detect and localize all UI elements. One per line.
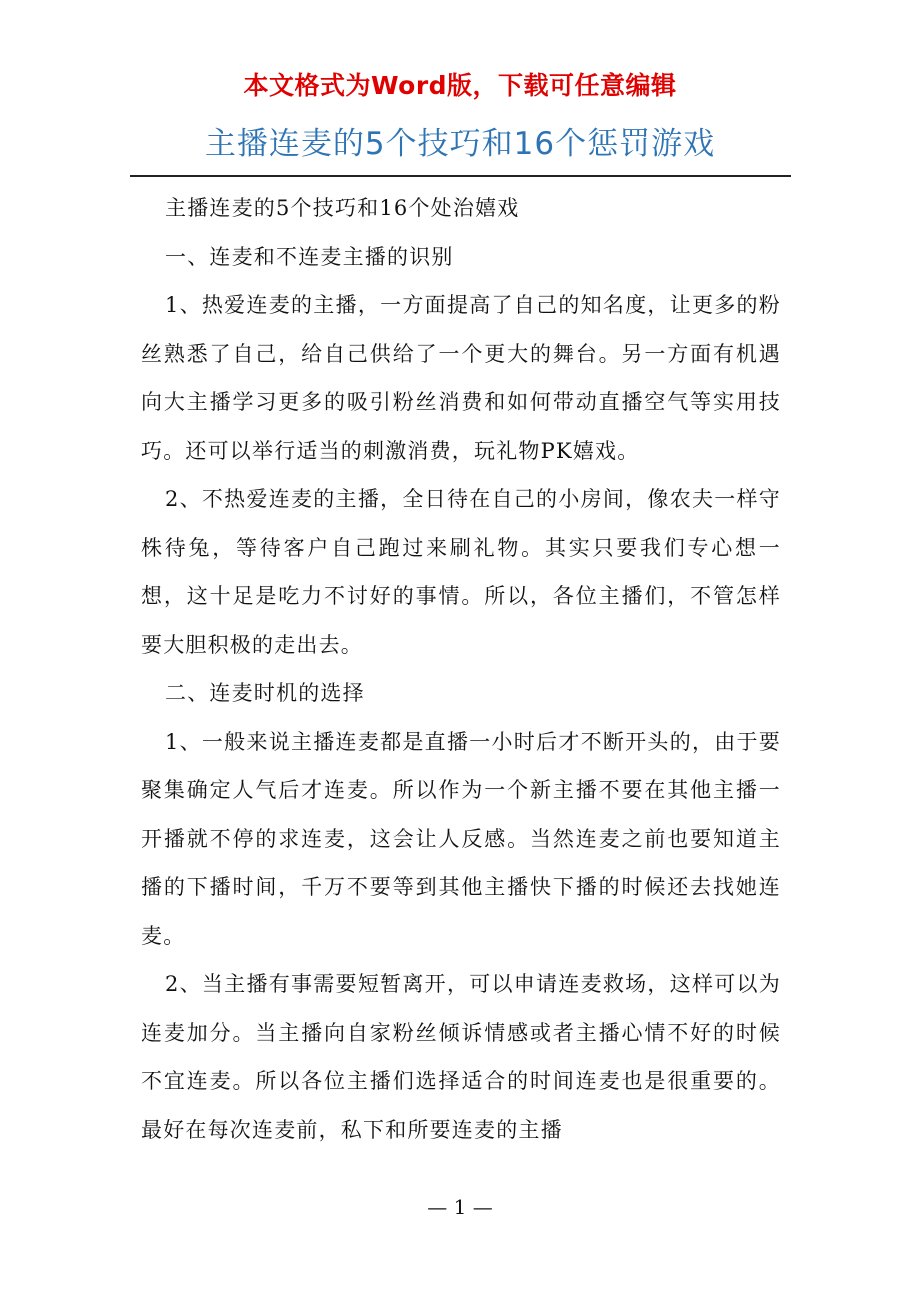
section-heading: 二、连麦时机的选择 [165, 681, 365, 705]
title-divider [130, 175, 791, 177]
body-paragraph: 1、热爱连麦的主播，一方面提高了自己的知名度，让更多的粉丝熟悉了自己，给自己供给了一个更大的舞台。另一方面有机遇向大主播学习更多的吸引粉丝消费和如何带动直播空气等实用技巧。还可以举行适当的刺激消费，玩礼物PK嬉戏。 [141, 293, 781, 463]
body-paragraph: 主播连麦的5个技巧和16个处治嬉戏 [165, 196, 520, 220]
body-paragraph: 1、一般来说主播连麦都是直播一小时后才不断开头的，由于要聚集确定人气后才连麦。所以作为一个新主播不要在其他主播一开播就不停的求连麦，这会让人反感。当然连麦之前也要知道主播的下播时间，千万不要等到其他主播快下播的时候还去找她连麦。 [141, 729, 781, 948]
page-number: — 1 — [427, 1195, 493, 1219]
section-heading: 一、连麦和不连麦主播的识别 [165, 244, 454, 269]
body-paragraph: 2、不热爱连麦的主播，全日待在自己的小房间，像农夫一样守株待兔，等待客户自己跑过来刷礼物。其实只要我们专心想一想，这十足是吃力不讨好的事情。所以，各位主播们，不管怎样要大胆积极的走出去。 [141, 487, 781, 657]
body-paragraph: 2、当主播有事需要短暂离开，可以申请连麦救场，这样可以为连麦加分。当主播向自家粉丝倾诉情感或者主播心情不好的时候不宜连麦。所以各位主播们选择适合的时间连麦也是很重要的。最好在每次连麦前，私下和所要连麦的主播 [141, 972, 781, 1142]
document-body [141, 184, 781, 1154]
format-banner: 本文格式为Word版，下载可任意编辑 [243, 71, 677, 100]
document-title: 主播连麦的5个技巧和16个惩罚游戏 [204, 126, 716, 162]
